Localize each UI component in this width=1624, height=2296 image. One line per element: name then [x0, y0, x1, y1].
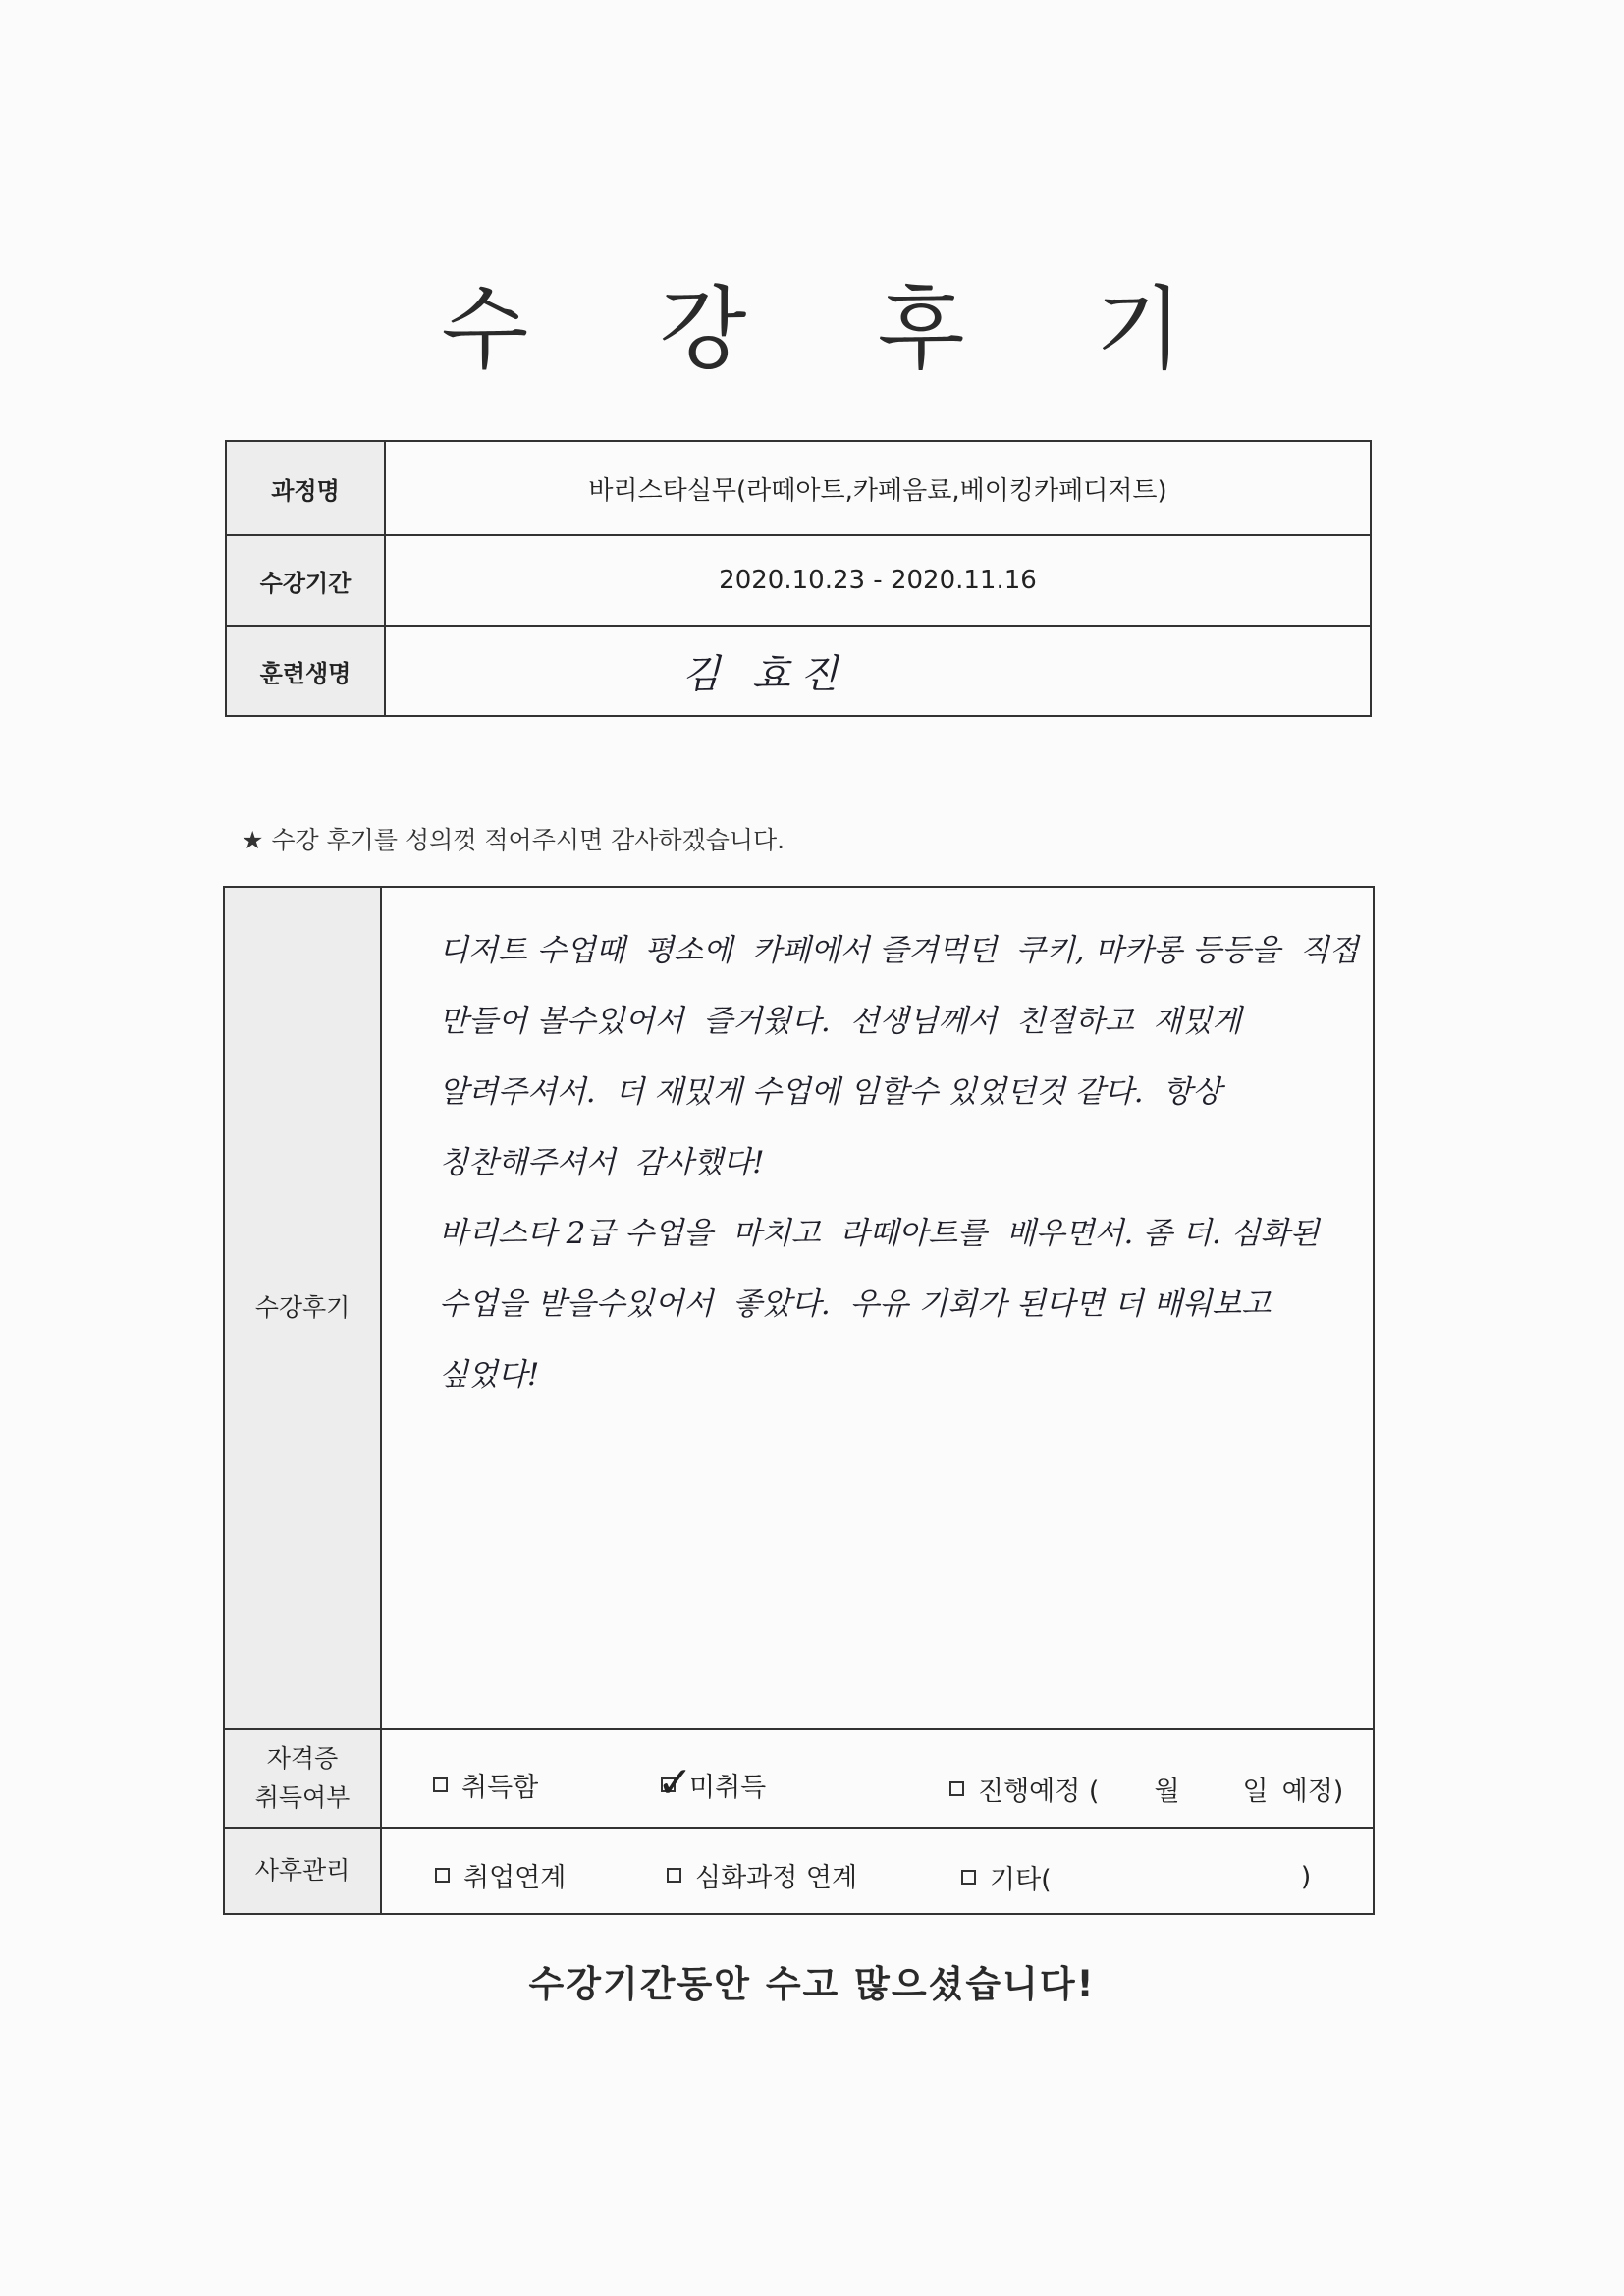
period-label: 수강기간	[227, 536, 386, 625]
aftercare-label: 사후관리	[225, 1829, 382, 1913]
trainee-label: 훈련생명	[227, 627, 386, 715]
review-row	[225, 888, 1373, 1728]
certificate-option-planned[interactable]	[949, 1770, 1343, 1808]
course-label: 과정명	[227, 442, 386, 534]
aftercare-option-employment[interactable]	[435, 1856, 566, 1894]
checkbox-icon[interactable]	[961, 1870, 976, 1885]
aftercare-row	[225, 1827, 1373, 1913]
review-content	[382, 888, 1373, 1728]
period-value: 2020.10.23 - 2020.11.16	[719, 566, 1037, 595]
aftercare-options	[382, 1829, 1373, 1913]
day-label: 일	[1242, 1777, 1269, 1807]
option-label: 심화과정 연계	[695, 1863, 858, 1893]
option-label: 기타(	[990, 1865, 1052, 1895]
other-suffix: )	[1300, 1862, 1312, 1892]
aftercare-option-advanced-course[interactable]	[667, 1856, 857, 1894]
certificate-option-not-acquired[interactable]	[657, 1758, 767, 1808]
notice-text: ★ 수강 후기를 성의껏 적어주시면 감사하겠습니다.	[242, 826, 785, 854]
course-value: 바리스타실무(라떼아트,카페음료,베이킹카페디저트)	[588, 475, 1167, 506]
checkbox-icon[interactable]	[433, 1777, 448, 1792]
checkbox-icon[interactable]	[657, 1758, 693, 1808]
option-label: 취득함	[461, 1773, 539, 1803]
trainee-name-handwritten: 김 효진	[681, 651, 848, 697]
planned-suffix: 예정)	[1281, 1777, 1344, 1807]
course-info-table	[225, 440, 1372, 717]
aftercare-option-other[interactable]	[961, 1858, 1311, 1896]
certificate-options	[382, 1730, 1373, 1827]
certificate-option-acquired[interactable]	[433, 1766, 538, 1804]
option-label: 취업연계	[463, 1863, 567, 1893]
course-row	[227, 442, 1370, 534]
review-table	[223, 886, 1375, 1915]
closing-message: 수강기간동안 수고 많으셨습니다!	[528, 1963, 1096, 2005]
trainee-value	[386, 627, 1370, 715]
trainee-row	[227, 625, 1370, 715]
checkbox-icon[interactable]	[667, 1868, 681, 1883]
period-row	[227, 534, 1370, 625]
checkbox-icon[interactable]	[435, 1868, 450, 1883]
certificate-label-line2: 취득여부	[254, 1783, 351, 1812]
certificate-label-line1: 자격증	[266, 1744, 339, 1773]
check-mark-icon: ✓	[657, 1758, 693, 1808]
review-handwritten-text: 디저트 수업때 평소에 카페에서 즐겨먹던 쿠키, 마카롱 등등을 직접 만들어 볼수있어서 즐거웠다. 선생님께서 친절하고 재밌게 알려주셔서. 더 재밌게 수업에 임할수 있었던것 같다. 항상 칭찬해주셔서 감사했다! 바리스타 2급 수업을 마치고 라떼아트를 배우면서. 좀 더. 심화된 수업을 받을수있어서 좋았다. 우유 기회가 된다면 더 배워보고 싶었다!	[439, 933, 1359, 1393]
option-label: 진행예정 (	[978, 1777, 1100, 1807]
option-label: 미취득	[689, 1773, 767, 1803]
month-label: 월	[1154, 1777, 1180, 1807]
page-title: 수 강 후 기	[441, 277, 1234, 382]
certificate-label	[225, 1730, 382, 1827]
review-label: 수강후기	[225, 888, 382, 1728]
certificate-row	[225, 1728, 1373, 1827]
checkbox-icon[interactable]	[949, 1781, 964, 1796]
